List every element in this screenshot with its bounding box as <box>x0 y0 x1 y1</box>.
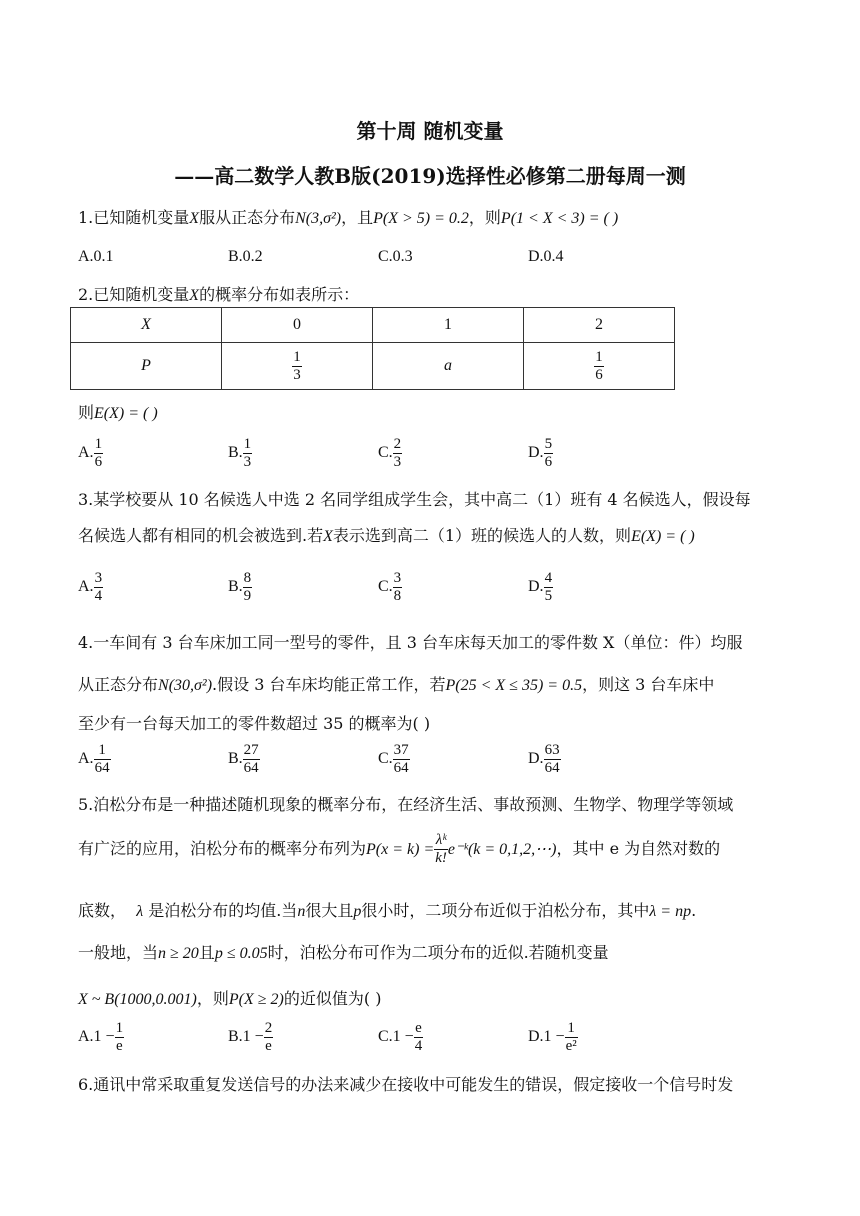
fraction: $\frac{1}{6}$ <box>94 436 103 470</box>
q5-text-e: 很大且 <box>305 901 354 920</box>
q3-line-2 <box>78 523 695 546</box>
q3-ask: E(X) = ( ) <box>631 528 695 545</box>
q1-dist: N(3,σ²) <box>295 210 342 227</box>
q4-option-a <box>78 742 111 777</box>
q5-prob: P(X ≥ 2) <box>228 991 284 1008</box>
q4-text-b: .假设 3 台车床均能正常工作，若 <box>212 675 446 694</box>
q5-text-j: 时，泊松分布可作为二项分布的近似.若随机变量 <box>267 943 609 962</box>
option-label: B. <box>228 578 243 596</box>
q5-line-3 <box>78 898 696 921</box>
q5-option-c <box>378 1020 423 1055</box>
q2-var: X <box>189 287 200 304</box>
option-label: A. <box>78 578 94 596</box>
question-4: 4.一车间有 3 台车床加工同一型号的零件，且 3 台车床每天加工的零件数 X（单位：件）均服 <box>78 633 743 652</box>
q5-cond-n: n ≥ 20 <box>158 945 199 962</box>
q2-ask-line <box>78 400 158 423</box>
q5-lambda-eq: λ = np <box>649 903 692 920</box>
q5-binomial: X ~ B(1000,0.001) <box>78 991 197 1008</box>
q4-option-b <box>228 742 260 777</box>
fraction: $\frac{1}{3}$ <box>293 348 301 383</box>
question-2 <box>78 282 359 305</box>
fraction: $\frac{1}{\text{e²}}$ <box>565 1020 577 1054</box>
q5-text-f: 很小时，二项分布近似于泊松分布，其中 <box>361 901 650 920</box>
q5-text-h: 一般地，当 <box>78 943 159 962</box>
q2-option-b <box>228 436 252 471</box>
table-cell: 1 <box>373 308 524 343</box>
option-label: B. <box>228 444 243 462</box>
q2-ask-prefix: 则 <box>78 403 95 422</box>
q2-option-c <box>378 436 402 471</box>
option-label: D.1 − <box>528 1028 565 1046</box>
option-label: A. <box>78 750 94 768</box>
fraction: $\frac{2}{e}$ <box>264 1020 273 1054</box>
q5-formula-fraction: $\frac{\text{λᵏ}}{k!}$ <box>435 832 447 866</box>
table-cell: a <box>373 343 524 390</box>
table-cell <box>524 343 675 390</box>
question-5: 5.泊松分布是一种描述随机现象的概率分布，在经济生活、事故预测、生物学、物理学等领域 <box>78 795 734 814</box>
fraction: $\frac{4}{5}$ <box>544 570 553 604</box>
table-row <box>71 308 675 343</box>
q5-text-i: 且 <box>198 943 215 962</box>
q3-text: 名候选人都有相同的机会被选到.若 <box>78 526 324 545</box>
fraction: $\frac{27}{64}$ <box>243 742 259 776</box>
table-cell <box>222 343 373 390</box>
q1-text-c: ，且 <box>341 208 374 227</box>
q3-text-b: 表示选到高二（1）班的候选人的人数，则 <box>332 526 632 545</box>
q5-p: p <box>353 903 362 920</box>
q2-text: 2.已知随机变量 <box>78 285 190 304</box>
q3-option-d <box>528 570 553 605</box>
q2-option-a <box>78 436 103 471</box>
q4-text: 从正态分布 <box>78 675 159 694</box>
q5-line-2 <box>78 832 720 867</box>
q3-var: X <box>323 528 333 545</box>
fraction: $\frac{e}{4}$ <box>414 1020 423 1054</box>
q1-var: X <box>189 210 200 227</box>
table-cell: 0 <box>222 308 373 343</box>
q5-text-g: . <box>691 901 697 920</box>
fraction: $\frac{1}{3}$ <box>243 436 252 470</box>
q1-cond: P(X > 5) = 0.2 <box>373 210 469 227</box>
q5-option-a <box>78 1020 124 1055</box>
option-label: C. <box>378 578 393 596</box>
question-6: 6.通讯中常采取重复发送信号的办法来减少在接收中可能发生的错误，假定接收一个信号时发 <box>78 1075 734 1094</box>
page-title: 第十周 随机变量 <box>356 119 504 143</box>
q4-cond: P(25 < X ≤ 35) = 0.5 <box>445 677 583 694</box>
option-label: C. <box>378 444 393 462</box>
q4-line-3: 至少有一台每天加工的零件数超过 35 的概率为( ) <box>78 714 431 733</box>
q1-text-d: ，则 <box>468 208 501 227</box>
fraction: $\frac{1}{64}$ <box>94 742 110 776</box>
q5-text-l: 的近似值为( ) <box>283 989 382 1008</box>
q1-option-c: C.0.3 <box>378 248 413 265</box>
fraction: $\frac{37}{64}$ <box>393 742 409 776</box>
table-row <box>71 343 675 390</box>
q4-text-c: ，则这 3 台车床中 <box>582 675 715 694</box>
q1-text: 1.已知随机变量 <box>78 208 190 227</box>
q5-formula-right: e⁻ᵏ(k = 0,1,2,⋯) <box>447 841 557 858</box>
option-label: B.1 − <box>228 1028 264 1046</box>
q5-text-c: 底数， <box>78 901 127 920</box>
option-label: A.1 − <box>78 1028 115 1046</box>
option-label: C. <box>378 750 393 768</box>
q5-cond-p: p ≤ 0.05 <box>214 945 268 962</box>
q5-text-b: ，其中 e 为自然对数的 <box>556 839 721 858</box>
fraction: $\frac{63}{64}$ <box>544 742 560 776</box>
q2-text-b: 的概率分布如表所示： <box>199 285 360 304</box>
q2-option-d <box>528 436 553 471</box>
q5-n: n <box>297 903 306 920</box>
fraction: $\frac{1}{e}$ <box>115 1020 124 1054</box>
option-label: D. <box>528 750 544 768</box>
table-cell: X <box>71 308 222 343</box>
q4-dist: N(30,σ²) <box>158 677 213 694</box>
q5-text: 有广泛的应用，泊松分布的概率分布列为 <box>78 839 367 858</box>
q1-ask: P(1 < X < 3) = ( ) <box>500 210 619 227</box>
fraction: $\frac{3}{8}$ <box>393 570 402 604</box>
q3-option-c <box>378 570 402 605</box>
q2-ask: E(X) = ( ) <box>94 405 158 422</box>
q3-option-a <box>78 570 103 605</box>
fraction: $\frac{5}{6}$ <box>544 436 553 470</box>
probability-table <box>70 307 675 390</box>
fraction: $\frac{3}{4}$ <box>94 570 103 604</box>
fraction: $\frac{1}{6}$ <box>595 348 603 383</box>
q4-option-c <box>378 742 410 777</box>
table-cell: 2 <box>524 308 675 343</box>
question-1 <box>78 205 618 228</box>
q4-line-2 <box>78 672 714 695</box>
q5-option-b <box>228 1020 273 1055</box>
q3-option-b <box>228 570 252 605</box>
q5-text-k: ，则 <box>196 989 229 1008</box>
q4-option-d <box>528 742 561 777</box>
q1-option-d: D.0.4 <box>528 248 564 265</box>
option-label: C.1 − <box>378 1028 414 1046</box>
q5-formula-left: P(x = k) = <box>366 841 435 858</box>
q5-text-d: 是泊松分布的均值.当 <box>148 901 298 920</box>
q5-option-d <box>528 1020 578 1055</box>
q1-option-a: A.0.1 <box>78 248 114 265</box>
q5-lambda: λ <box>136 903 144 920</box>
option-label: B. <box>228 750 243 768</box>
question-3: 3.某学校要从 10 名候选人中选 2 名同学组成学生会，其中高二（1）班有 4 名候选人，假设每 <box>78 490 751 509</box>
option-label: D. <box>528 578 544 596</box>
option-label: D. <box>528 444 544 462</box>
fraction: $\frac{2}{3}$ <box>393 436 402 470</box>
option-label: A. <box>78 444 94 462</box>
q5-line-5 <box>78 986 381 1009</box>
fraction: $\frac{8}{9}$ <box>243 570 252 604</box>
table-cell: P <box>71 343 222 390</box>
page-subtitle: ——高二数学人教B版(2019)选择性必修第二册每周一测 <box>174 164 686 188</box>
q1-option-b: B.0.2 <box>228 248 263 265</box>
q1-text-b: 服从正态分布 <box>199 208 296 227</box>
q5-line-4 <box>78 940 609 963</box>
